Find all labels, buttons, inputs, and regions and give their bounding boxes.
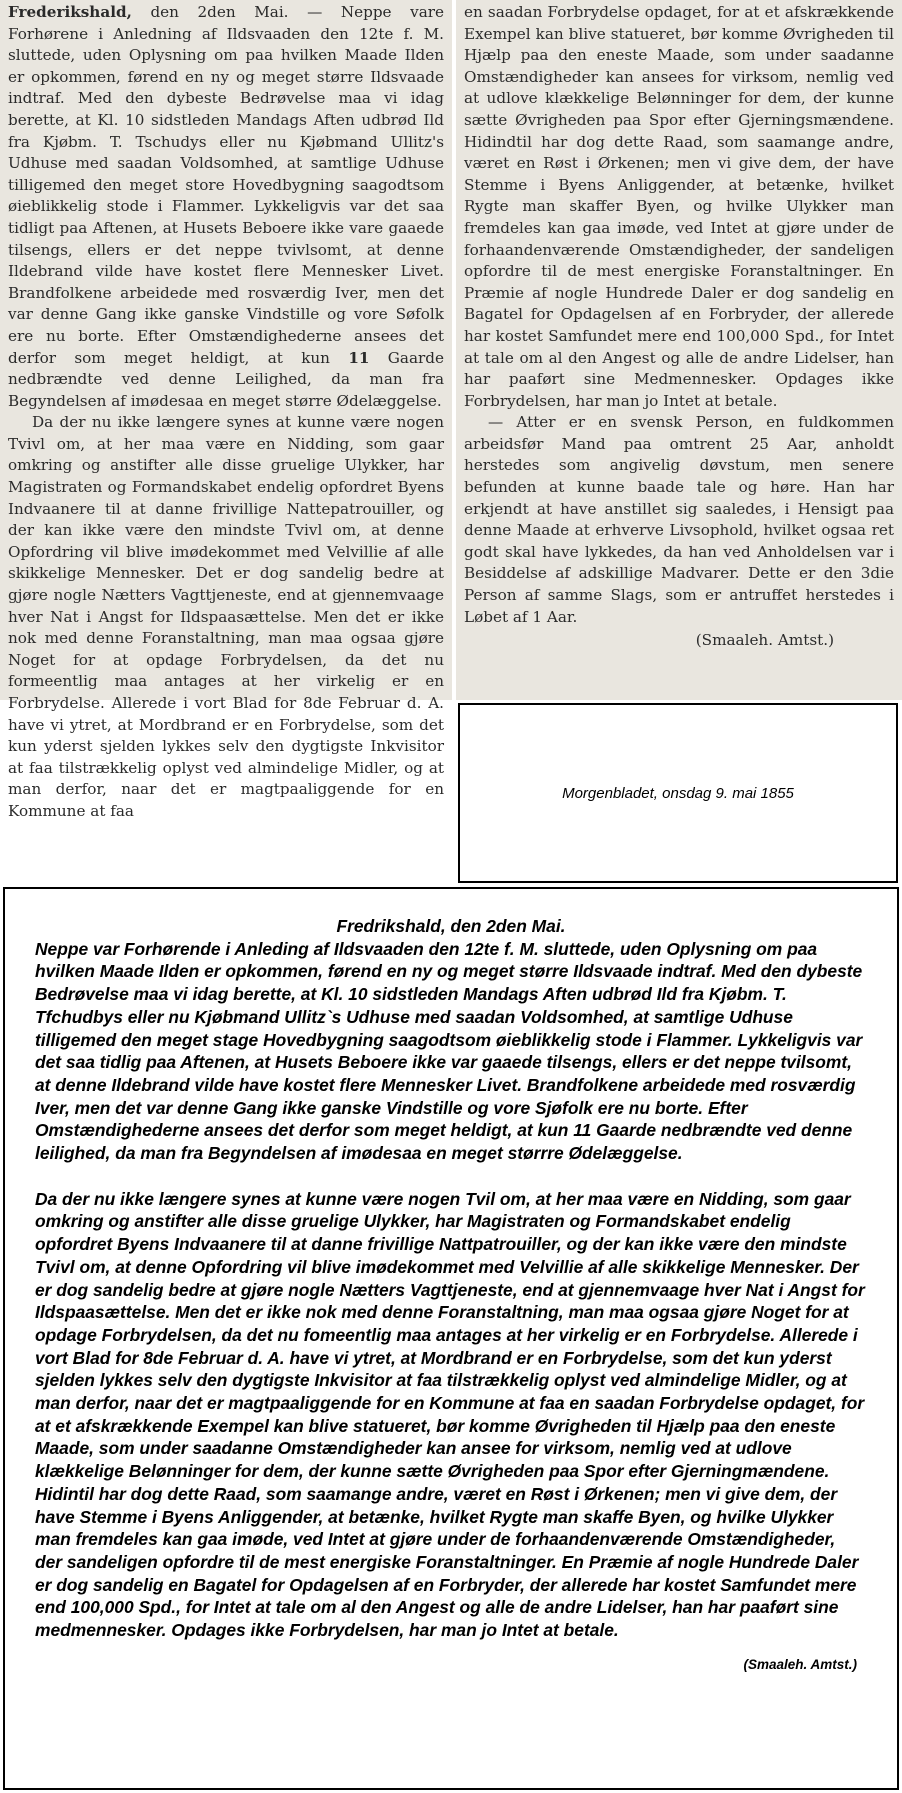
scan-signature: (Smaaleh. Amtst.) xyxy=(695,631,834,650)
scan-bold-number: 11 xyxy=(348,348,370,367)
source-caption: Morgenbladet, onsdag 9. mai 1855 xyxy=(562,784,794,802)
transcription-signature: (Smaaleh. Amtst.) xyxy=(743,1656,857,1672)
scan-paragraph: en saadan Forbrydelse opdaget, for at et afskrækkende Exempel kan blive statueret, bør komme Øvrigheden til Hjælp paa den eneste Maade, som under saadanne Omstændigheder kan ansees for virksom, nemlig ved at udlove klækkelige Belønninger for dem, der kunne sætte Øvrigheden paa Spor efter Gjerningsmændene. Hidindtil har dog dette Raad, som saamange andre, været en Røst i Ørkenen; men vi give dem, der have Stemme i Byens Anliggender, at betænke, hvilket Rygte man skaffer Byen, og hvilke Ulykker man fremdeles kan gaa imøde, ved Intet at gjøre under de forhaandenværende Omstændigheder, der sandeligen opfordre til de mest energiske Foranstaltninger. En Præmie af nogle Hundrede Daler er dog sandelig en Bagatel for Opdagelsen af en Forbryder, der allerede har kostet Samfundet mere end 100,000 Spd., for Intet at tale om al den Angest og alle de andre Lidelser, han har paaført sine Medmennesker. Opdages ikke Forbrydelsen, har man jo Intet at betale. xyxy=(464,3,894,410)
transcription-title: Fredrikshald, den 2den Mai. xyxy=(336,916,566,936)
scan-dateline-place: Frederikshald, xyxy=(8,3,132,21)
newspaper-scan-left-column xyxy=(0,0,452,820)
newspaper-scan-right-column xyxy=(456,0,902,700)
scan-text: den 2den Mai. — Neppe vare Forhørene i Anledning af Ildsvaaden den 12te f. M. sluttede, uden Oplysning om paa hvilken Maade Ilden er opkommen, førend en ny og meget større Ildsvaade indtraf. Med den dybeste Bedrøvelse maa vi idag berette, at Kl. 10 sidstleden Mandags Aften udbrød Ild fra Kjøbm. T. Tschudys eller nu Kjøbmand Ullitz's Udhuse med saadan Voldsomhed, at samtlige Udhuse tilligemed den meget store Hovedbygning saagodtsom øieblikkelig stode i Flammer. Lykkeligvis var det saa tidligt paa Aftenen, at Husets Beboere ikke vare gaaede tilsengs, ellers er det neppe tvivlsomt, at denne Ildebrand vilde have kostet flere Mennesker Livet. Brandfolkene arbeidede med rosværdig Iver, men det var denne Gang ikke ganske Vindstille og vore Søfolk ere nu borte. Efter Omstændighederne ansees det derfor som meget heldigt, at kun xyxy=(8,3,444,367)
transcription-paragraph: Da der nu ikke længere synes at kunne være nogen Tvil om, at her maa være en Nidding, som gaar omkring og anstifter alle disse gruelige Ulykker, har Magistraten og Formandskabet endelig opfordret Byens Indvaanere til at danne frivillige Nattpatrouiller, og der kan ikke være den mindste Tvivl om, at denne Opfordring vil blive imødekommet med Velvillie af alle skikkelige Mennesker. Der er dog sandelig bedre at gjøre nogle Nætters Vagttjeneste, end at gjennemvaage hver Nat i Angst for Ildspaasættelse. Men det er ikke nok med denne Foranstaltning, man maa ogsaa gjøre Noget for at opdage Forbrydelsen, da det nu fomeentlig maa antages at her virkelig er en Forbrydelse. Allerede i vort Blad for 8de Februar d. A. have vi ytret, at Mordbrand er en Forbrydelse, som det kun yderst sjelden lykkes selv den dygtigste Inkvisitor at faa tilstrækkelig oplyst ved almindelige Midler, og at man derfor, naar det er magtpaaliggende for en Kommune at faa en saadan Forbrydelse opdaget, for at et afskrækkende Exempel kan blive statueret, bør komme Øvrigheden til Hjælp paa den eneste Maade, som under saadanne Omstændigheder kan ansee for virksom, nemlig ved at udlove klækkelige Belønninger for dem, der kunne sætte Øvrigheden paa Spor efter Gjerningmændene. Hidintil har dog dette Raad, som saamange andre, været en Røst i Ørkenen; men vi give dem, der have Stemme i Byens Anliggender, at betænke, hvilket Rygte man skaffe Byen, og hvilke Ulykker man fremdeles kan gaa imøde, ved Intet at gjøre under de forhaandenværende Omstændigheder, der sandeligen opfordre til de mest energiske Foranstaltninger. En Præmie af nogle Hundrede Daler er dog sandelig en Bagatel for Opdagelsen af en Forbryder, der allerede har kostet Samfundet mere end 100,000 Spd., for Intet at tale om al den Angest og alle de andre Lidelser, han har paaført sine medmennesker. Opdages ikke Forbrydelsen, har man jo Intet at betale. xyxy=(35,1188,865,1641)
transcription-paragraph: Neppe var Forhørende i Anleding af Ildsvaaden den 12te f. M. sluttede, uden Oplysning om paa hvilken Maade Ilden er opkommen, førend en ny og meget større Ildsvaade indtraf. Med den dybeste Bedrøvelse maa vi idag berette, at Kl. 10 sidstleden Mandags Aften udbrød Ild fra Kjøbm. T. Tfchudbys eller nu Kjøbmand Ullitz`s Udhuse med saadan Voldsomhed, at samtlige Udhuse tilligemed den meget stage Hovedbygning saagodtsom øieblikkelig stode i Flammer. Lykkeligvis var det saa tidlig paa Aftenen, at Husets Beboere ikke var gaaede tilsengs, ellers er det neppe tvilsomt, at denne Ildebrand vilde have kostet flere Mennesker Livet. Brandfolkene arbeidede med rosværdig Iver, men det var denne Gang ikke ganske Vindstille og vore Sjøfolk ere nu borte. Efter Omstændighederne ansees det derfor som meget heldigt, at kun 11 Gaarde nedbrændte ved denne leilighed, da man fra Begyndelsen af imødesaa en meget størrre Ødelæggelse. xyxy=(35,938,863,1164)
scan-text: Gaarde nedbrændte ved denne Leilighed, da man fra Begyndelsen af imødesaa en meget større Ødelæggelse. xyxy=(8,348,444,410)
transcription-box xyxy=(3,887,899,1790)
scan-paragraph: — Atter er en svensk Person, en fuldkommen arbeidsfør Mand paa omtrent 25 Aar, anholdt herstedes som angivelig døvstum, men senere befunden at kunne baade tale og høre. Han har erkjendt at have anstillet sig saaledes, i Hensigt paa denne Maade at erhverve Livsophold, hvilket ogsaa ret godt skal have lykkedes, da han ved Anholdelsen var i Besiddelse af adskillige Madvarer. Dette er den 3die Person af samme Slags, som er antruffet herstedes i Løbet af 1 Aar. xyxy=(464,413,894,626)
scan-paragraph: Da der nu ikke længere synes at kunne være nogen Tvivl om, at her maa være en Nidding, som gaar omkring og anstifter alle disse gruelige Ulykker, har Magistraten og Formandskabet endelig opfordret Byens Indvaanere til at danne frivillige Nattepatrouiller, og der kan ikke være den mindste Tvivl om, at denne Opfordring vil blive imødekommet med Velvillie af alle skikkelige Mennesker. Det er dog sandelig bedre at gjøre nogle Nætters Vagttjeneste, end at gjennemvaage hver Nat i Angst for Ildspaasættelse. Men det er ikke nok med denne Foranstaltning, man maa ogsaa gjøre Noget for at opdage Forbrydelsen, da det nu formeentlig maa antages at her virkelig er en Forbrydelse. Allerede i vort Blad for 8de Februar d. A. have vi ytret, at Mordbrand er en Forbrydelse, som det kun yderst sjelden lykkes selv den dygtigste Inkvisitor at faa tilstrækkelig oplyst ved almindelige Midler, og at man derfor, naar det er magtpaaliggende for en Kommune at faa xyxy=(8,413,444,820)
source-caption-box xyxy=(458,703,898,883)
scan-paragraph xyxy=(8,2,444,412)
